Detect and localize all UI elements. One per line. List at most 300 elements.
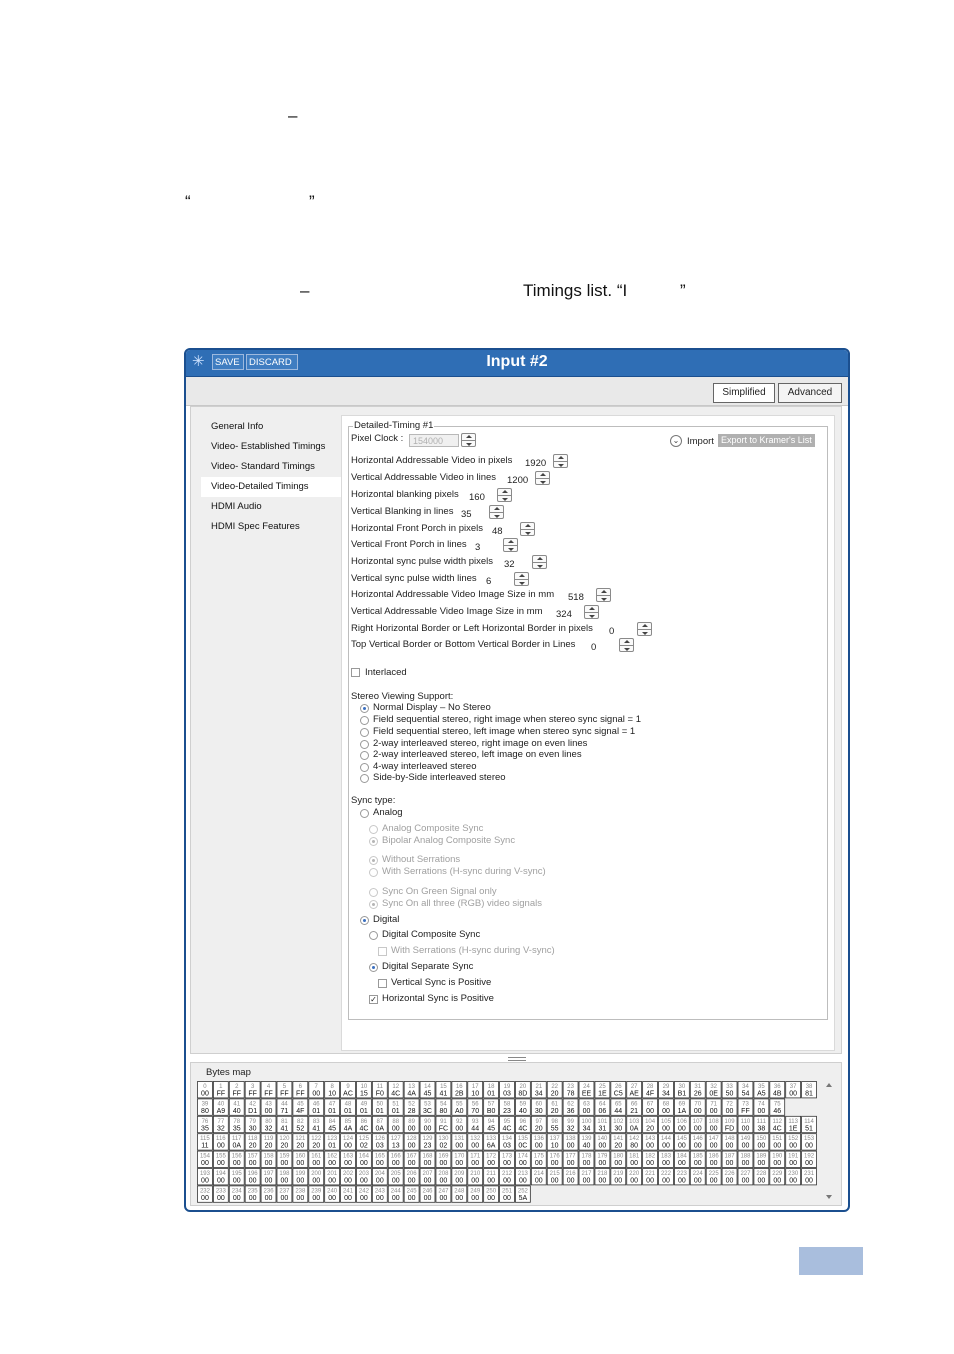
byte-value: 31 [598, 1125, 607, 1133]
save-button[interactable]: SAVE [212, 354, 244, 370]
byte-value: 5A [518, 1194, 528, 1202]
byte-index: 150 [756, 1136, 767, 1143]
timing-field-spinner-8[interactable] [596, 588, 611, 602]
byte-index: 6 [298, 1084, 303, 1090]
byte-value: 00 [391, 1194, 400, 1202]
byte-index: 52 [408, 1101, 415, 1108]
byte-index: 248 [454, 1188, 465, 1195]
byte-value: 00 [423, 1160, 432, 1168]
byte-value: 00 [709, 1125, 718, 1133]
timing-field-value-7[interactable]: 6 [486, 576, 492, 587]
sync-all-three-radio[interactable] [369, 900, 378, 909]
byte-index: 193 [199, 1171, 210, 1177]
byte-index: 167 [406, 1153, 417, 1160]
byte-index: 160 [295, 1153, 306, 1160]
byte-value: 4F [645, 1090, 655, 1098]
byte-value: 00 [455, 1177, 464, 1185]
byte-value: C5 [613, 1090, 623, 1098]
byte-value: 20 [248, 1142, 257, 1150]
interlaced-checkbox[interactable] [351, 668, 360, 677]
byte-index: 211 [486, 1171, 496, 1177]
byte-value: 00 [550, 1160, 559, 1168]
byte-value: 23 [423, 1142, 432, 1150]
byte-value: 00 [566, 1177, 575, 1185]
byte-index: 66 [630, 1101, 638, 1108]
stereo-radio-2[interactable] [360, 728, 369, 737]
byte-index: 41 [233, 1101, 241, 1108]
timing-field-value-4[interactable]: 48 [492, 526, 503, 537]
byte-value: 30 [614, 1125, 623, 1133]
byte-value: 20 [550, 1090, 559, 1098]
byte-index: 169 [438, 1153, 449, 1160]
byte-index: 42 [249, 1101, 256, 1108]
byte-value: 40 [518, 1107, 527, 1115]
byte-value: 00 [471, 1142, 480, 1150]
byte-index: 31 [694, 1084, 702, 1090]
nav-item-hdmi-audio[interactable]: HDMI Audio [211, 501, 262, 512]
byte-value: 4C [502, 1125, 512, 1133]
byte-index: 201 [327, 1171, 338, 1177]
byte-index: 192 [804, 1153, 815, 1160]
byte-index: 239 [311, 1188, 322, 1195]
timing-field-value-9[interactable]: 324 [556, 609, 572, 620]
digital-composite-label: Digital Composite Sync [382, 929, 481, 940]
byte-value: 00 [328, 1160, 337, 1168]
byte-value: 00 [232, 1177, 241, 1185]
byte-value: 4C [518, 1125, 528, 1133]
byte-index: 12 [392, 1084, 400, 1090]
byte-index: 67 [646, 1101, 654, 1108]
byte-value: 00 [677, 1177, 686, 1185]
byte-value: 00 [391, 1160, 400, 1168]
byte-value: 81 [805, 1090, 813, 1098]
byte-value: 40 [582, 1142, 591, 1150]
byte-index: 173 [501, 1153, 513, 1160]
byte-value: 35 [232, 1125, 241, 1133]
byte-index: 116 [216, 1136, 226, 1143]
byte-index: 227 [740, 1171, 751, 1177]
byte-value: 00 [709, 1107, 718, 1115]
byte-value: 00 [423, 1125, 432, 1133]
byte-value: 00 [216, 1160, 225, 1168]
byte-index: 63 [583, 1101, 590, 1108]
byte-value: 11 [201, 1142, 209, 1150]
digital-composite-radio[interactable] [369, 931, 378, 940]
stereo-radio-1[interactable] [360, 716, 369, 725]
byte-index: 146 [692, 1136, 703, 1143]
byte-index: 62 [567, 1101, 574, 1108]
byte-index: 218 [597, 1171, 608, 1177]
byte-index: 155 [215, 1153, 226, 1160]
byte-index: 241 [343, 1188, 354, 1195]
timing-field-spinner-11[interactable] [619, 638, 634, 652]
export-to-kramer-button[interactable]: Export to Kramer's List [718, 434, 815, 447]
byte-value: 00 [455, 1125, 464, 1133]
byte-index: 230 [788, 1171, 799, 1177]
byte-value: 00 [375, 1160, 384, 1168]
byte-value: 00 [201, 1090, 209, 1098]
byte-value: 00 [582, 1107, 591, 1115]
byte-value: 01 [375, 1107, 384, 1115]
byte-value: 00 [216, 1194, 225, 1202]
byte-index: 179 [597, 1153, 608, 1160]
doc-quote-open: “ [185, 192, 191, 211]
byte-index: 53 [424, 1101, 431, 1108]
byte-index: 184 [676, 1153, 687, 1160]
byte-value: 00 [407, 1194, 416, 1202]
byte-value: 00 [789, 1160, 798, 1168]
byte-index: 240 [327, 1188, 338, 1195]
byte-value: 41 [439, 1090, 448, 1098]
byte-value: 00 [471, 1177, 480, 1185]
stereo-option-3: 2-way interleaved stereo, right image on even lines [373, 738, 588, 749]
byte-index: 13 [408, 1084, 415, 1090]
byte-value: 00 [805, 1177, 813, 1185]
timing-field-value-2[interactable]: 160 [469, 492, 485, 503]
digital-serrations-checkbox[interactable] [378, 947, 387, 956]
byte-index: 123 [327, 1136, 338, 1143]
nav-item-hdmi-spec-features[interactable]: HDMI Spec Features [211, 521, 300, 532]
byte-index: 0 [203, 1084, 207, 1090]
byte-value: 00 [328, 1194, 337, 1202]
timing-field-spinner-5[interactable] [503, 538, 518, 552]
byte-index: 20 [519, 1084, 527, 1090]
byte-value: B1 [677, 1090, 687, 1098]
byte-index: 46 [312, 1101, 320, 1108]
sync-digital-label: Digital [373, 914, 400, 925]
timing-field-spinner-0[interactable] [553, 454, 568, 468]
byte-value: 00 [248, 1160, 257, 1168]
timing-field-spinner-2[interactable] [497, 488, 512, 502]
timing-field-value-11[interactable]: 0 [591, 642, 597, 653]
byte-index: 154 [199, 1153, 210, 1160]
byte-index: 189 [756, 1153, 767, 1160]
byte-index: 110 [740, 1118, 751, 1125]
stereo-option-1: Field sequential stereo, right image when stereo sync signal = 1 [373, 714, 641, 725]
stereo-radio-5[interactable] [360, 763, 369, 772]
byte-value: 00 [471, 1160, 480, 1168]
byte-index: 36 [773, 1084, 781, 1090]
timing-field-value-8[interactable]: 518 [568, 592, 584, 603]
byte-index: 50 [376, 1101, 384, 1108]
byte-index: 7 [314, 1084, 318, 1090]
digital-separate-radio[interactable] [369, 963, 378, 972]
byte-index: 212 [501, 1171, 513, 1177]
byte-index: 114 [804, 1118, 814, 1125]
byte-index: 113 [788, 1118, 798, 1125]
timing-field-label-0: Horizontal Addressable Video in pixels [351, 455, 513, 466]
byte-value: 00 [296, 1177, 305, 1185]
byte-index: 206 [406, 1171, 417, 1177]
byte-index: 55 [455, 1101, 463, 1108]
bytes-map-grid [197, 1081, 817, 1203]
byte-index: 43 [265, 1101, 272, 1108]
byte-value: 0C [518, 1142, 528, 1150]
nav-item-detailed-timings[interactable]: Video-Detailed Timings [211, 481, 309, 492]
pixel-clock-input[interactable]: 154000 [409, 434, 459, 447]
byte-value: 00 [598, 1160, 607, 1168]
byte-value: 20 [550, 1107, 559, 1115]
byte-index: 95 [503, 1118, 511, 1125]
byte-index: 87 [376, 1118, 384, 1125]
byte-index: 111 [756, 1118, 766, 1125]
byte-value: EE [581, 1090, 592, 1098]
timing-field-value-6[interactable]: 32 [504, 559, 515, 570]
byte-value: 00 [693, 1125, 702, 1133]
byte-value: 50 [725, 1090, 734, 1098]
byte-index: 35 [758, 1084, 765, 1090]
pixel-clock-spinner[interactable] [461, 433, 476, 447]
byte-value: 00 [344, 1194, 352, 1202]
sync-analog-label: Analog [373, 807, 403, 818]
byte-value: 01 [328, 1107, 337, 1115]
bytes-map-scrollbar[interactable] [823, 1081, 835, 1203]
vertical-positive-checkbox[interactable] [378, 979, 387, 988]
byte-value: A0 [455, 1107, 464, 1115]
with-serrations-radio[interactable] [369, 868, 378, 877]
timing-field-value-5[interactable]: 3 [475, 542, 481, 553]
timing-field-value-10[interactable]: 0 [609, 626, 615, 637]
byte-index: 195 [231, 1171, 242, 1177]
timing-field-label-2: Horizontal blanking pixels [351, 489, 459, 500]
byte-value: 00 [344, 1177, 352, 1185]
byte-value: 00 [407, 1142, 416, 1150]
horizontal-positive-label: Horizontal Sync is Positive [382, 993, 494, 1004]
byte-value: 45 [328, 1125, 337, 1133]
byte-value: 30 [534, 1107, 543, 1115]
byte-value: 8D [518, 1090, 528, 1098]
sync-analog-radio[interactable] [360, 809, 369, 818]
doc-dash-mid: – [300, 281, 310, 300]
byte-index: 233 [215, 1188, 226, 1195]
byte-value: FF [741, 1107, 750, 1115]
byte-index: 128 [406, 1136, 417, 1143]
stereo-radio-4[interactable] [360, 751, 369, 760]
byte-value: 03 [375, 1142, 384, 1150]
byte-index: 91 [440, 1118, 447, 1125]
byte-index: 48 [344, 1101, 352, 1108]
byte-index: 26 [614, 1084, 622, 1090]
timing-field-value-0[interactable]: 1920 [525, 458, 547, 469]
byte-index: 60 [535, 1101, 543, 1108]
byte-index: 105 [660, 1118, 671, 1125]
stereo-radio-0[interactable] [360, 704, 369, 713]
byte-value: 00 [773, 1142, 782, 1150]
timing-field-spinner-4[interactable] [520, 522, 535, 536]
tab-simplified[interactable]: Simplified [713, 383, 775, 403]
vertical-positive-label: Vertical Sync is Positive [391, 977, 492, 988]
byte-value: 00 [375, 1177, 384, 1185]
byte-index: 118 [247, 1136, 258, 1143]
byte-value: 00 [550, 1177, 559, 1185]
byte-value: 00 [630, 1177, 639, 1185]
byte-index: 61 [551, 1101, 559, 1108]
byte-value: 00 [677, 1160, 686, 1168]
byte-value: 41 [312, 1125, 321, 1133]
byte-index: 73 [742, 1101, 749, 1108]
byte-index: 131 [454, 1136, 465, 1143]
byte-value: 4F [296, 1107, 305, 1115]
timing-field-spinner-7[interactable] [514, 572, 529, 586]
stereo-option-6: Side-by-Side interleaved stereo [373, 772, 506, 783]
byte-value: 00 [455, 1160, 464, 1168]
byte-value: 20 [312, 1142, 321, 1150]
byte-index: 174 [517, 1153, 528, 1160]
byte-value: 0E [709, 1090, 718, 1098]
byte-value: 32 [566, 1125, 575, 1133]
byte-value: A9 [216, 1107, 226, 1115]
byte-index: 135 [517, 1136, 528, 1143]
byte-value: 36 [566, 1107, 575, 1115]
byte-index: 139 [581, 1136, 592, 1143]
byte-value: FF [232, 1090, 242, 1098]
byte-value: 01 [360, 1107, 368, 1115]
byte-index: 151 [772, 1136, 783, 1143]
discard-button[interactable]: DISCARD [246, 354, 298, 370]
byte-value: 20 [534, 1125, 543, 1133]
byte-value: 00 [407, 1125, 416, 1133]
timing-field-value-3[interactable]: 35 [461, 509, 472, 520]
timing-field-spinner-10[interactable] [637, 622, 652, 636]
byte-value: 00 [264, 1177, 273, 1185]
byte-index: 30 [678, 1084, 686, 1090]
byte-value: 30 [248, 1125, 257, 1133]
byte-value: 32 [216, 1125, 225, 1133]
byte-value: 00 [375, 1194, 384, 1202]
detailed-timing-panel [341, 415, 835, 1051]
byte-index: 162 [327, 1153, 338, 1160]
byte-value: 00 [662, 1125, 670, 1133]
byte-index: 194 [215, 1171, 226, 1177]
byte-value: 0A [375, 1125, 385, 1133]
byte-value: 00 [471, 1194, 480, 1202]
byte-value: 00 [360, 1194, 368, 1202]
nav-item-established-timings[interactable]: Video- Established Timings [211, 441, 326, 452]
sync-green-radio[interactable] [369, 888, 378, 897]
byte-value: AC [343, 1090, 353, 1098]
timing-field-spinner-6[interactable] [532, 555, 547, 569]
nav-item-standard-timings[interactable]: Video- Standard Timings [211, 461, 315, 472]
without-serrations-radio[interactable] [369, 856, 378, 865]
byte-index: 204 [374, 1171, 385, 1177]
byte-index: 149 [740, 1136, 751, 1143]
byte-index: 187 [724, 1153, 735, 1160]
byte-index: 141 [613, 1136, 624, 1143]
byte-index: 9 [346, 1084, 350, 1090]
byte-value: 6A [486, 1142, 496, 1150]
byte-index: 28 [646, 1084, 654, 1090]
tab-advanced[interactable]: Advanced [778, 383, 842, 403]
horizontal-positive-checkbox[interactable]: ✓ [370, 995, 377, 1004]
import-chevron-icon[interactable]: ⌄ [670, 435, 682, 447]
byte-index: 137 [549, 1136, 560, 1143]
byte-value: 00 [312, 1177, 321, 1185]
byte-value: 00 [805, 1160, 813, 1168]
byte-index: 15 [440, 1084, 447, 1090]
byte-index: 190 [772, 1153, 783, 1160]
stereo-option-4: 2-way interleaved stereo, left image on even lines [373, 749, 582, 760]
byte-value: 32 [264, 1125, 273, 1133]
byte-index: 10 [360, 1084, 368, 1090]
byte-value: 00 [518, 1177, 527, 1185]
byte-index: 83 [312, 1118, 320, 1125]
byte-value: 00 [725, 1160, 734, 1168]
byte-value: 00 [248, 1177, 257, 1185]
byte-index: 140 [597, 1136, 608, 1143]
byte-index: 32 [710, 1084, 718, 1090]
byte-index: 220 [629, 1171, 640, 1177]
byte-index: 16 [455, 1084, 463, 1090]
timing-field-spinner-1[interactable] [535, 471, 550, 485]
timing-field-label-8: Horizontal Addressable Video Image Size in mm [351, 589, 555, 600]
byte-index: 58 [503, 1101, 511, 1108]
byte-value: 20 [614, 1142, 623, 1150]
byte-index: 126 [374, 1136, 385, 1143]
byte-index: 121 [295, 1136, 306, 1143]
byte-value: 4A [343, 1125, 353, 1133]
byte-value: 00 [518, 1160, 527, 1168]
byte-index: 142 [629, 1136, 640, 1143]
byte-index: 243 [374, 1188, 385, 1195]
byte-value: 03 [503, 1142, 511, 1150]
byte-index: 191 [788, 1153, 799, 1160]
timing-field-value-1[interactable]: 1200 [507, 475, 529, 486]
byte-value: 02 [360, 1142, 368, 1150]
byte-value: 00 [423, 1177, 432, 1185]
byte-index: 203 [358, 1171, 369, 1177]
byte-value: 51 [805, 1125, 813, 1133]
digital-separate-label: Digital Separate Sync [382, 961, 474, 972]
bipolar-composite-radio[interactable] [369, 837, 378, 846]
byte-value: 06 [598, 1107, 607, 1115]
byte-index: 14 [424, 1084, 431, 1090]
byte-value: 1E [788, 1125, 798, 1133]
byte-index: 75 [773, 1101, 781, 1108]
byte-index: 59 [519, 1101, 527, 1108]
byte-value: D1 [248, 1107, 258, 1115]
byte-value: 00 [344, 1160, 352, 1168]
byte-value: 01 [344, 1107, 352, 1115]
byte-value: 3C [423, 1107, 432, 1115]
byte-index: 78 [233, 1118, 241, 1125]
byte-index: 232 [199, 1188, 210, 1195]
doc-timings-close: ” [680, 281, 686, 300]
byte-index: 157 [247, 1153, 258, 1160]
byte-value: 2B [455, 1090, 464, 1098]
byte-index: 22 [551, 1084, 559, 1090]
byte-index: 247 [438, 1188, 449, 1195]
gear-icon[interactable]: ✳ [192, 353, 205, 370]
timing-field-spinner-3[interactable] [489, 505, 504, 519]
byte-value: 00 [407, 1160, 416, 1168]
byte-value: 00 [216, 1177, 225, 1185]
analog-composite-radio[interactable] [369, 825, 378, 834]
import-label[interactable]: Import [687, 436, 714, 447]
timing-field-spinner-9[interactable] [584, 605, 599, 619]
stereo-radio-6[interactable] [360, 774, 369, 783]
stereo-radio-3[interactable] [360, 740, 369, 749]
nav-item-general-info[interactable]: General Info [211, 421, 264, 432]
sync-digital-radio[interactable] [360, 916, 369, 925]
byte-index: 196 [247, 1171, 258, 1177]
byte-index: 65 [614, 1101, 622, 1108]
byte-value: 0A [232, 1142, 242, 1150]
byte-value: 71 [280, 1107, 289, 1115]
byte-index: 136 [533, 1136, 544, 1143]
byte-index: 185 [692, 1153, 703, 1160]
byte-value: 52 [296, 1125, 305, 1133]
byte-value: 00 [646, 1160, 654, 1168]
